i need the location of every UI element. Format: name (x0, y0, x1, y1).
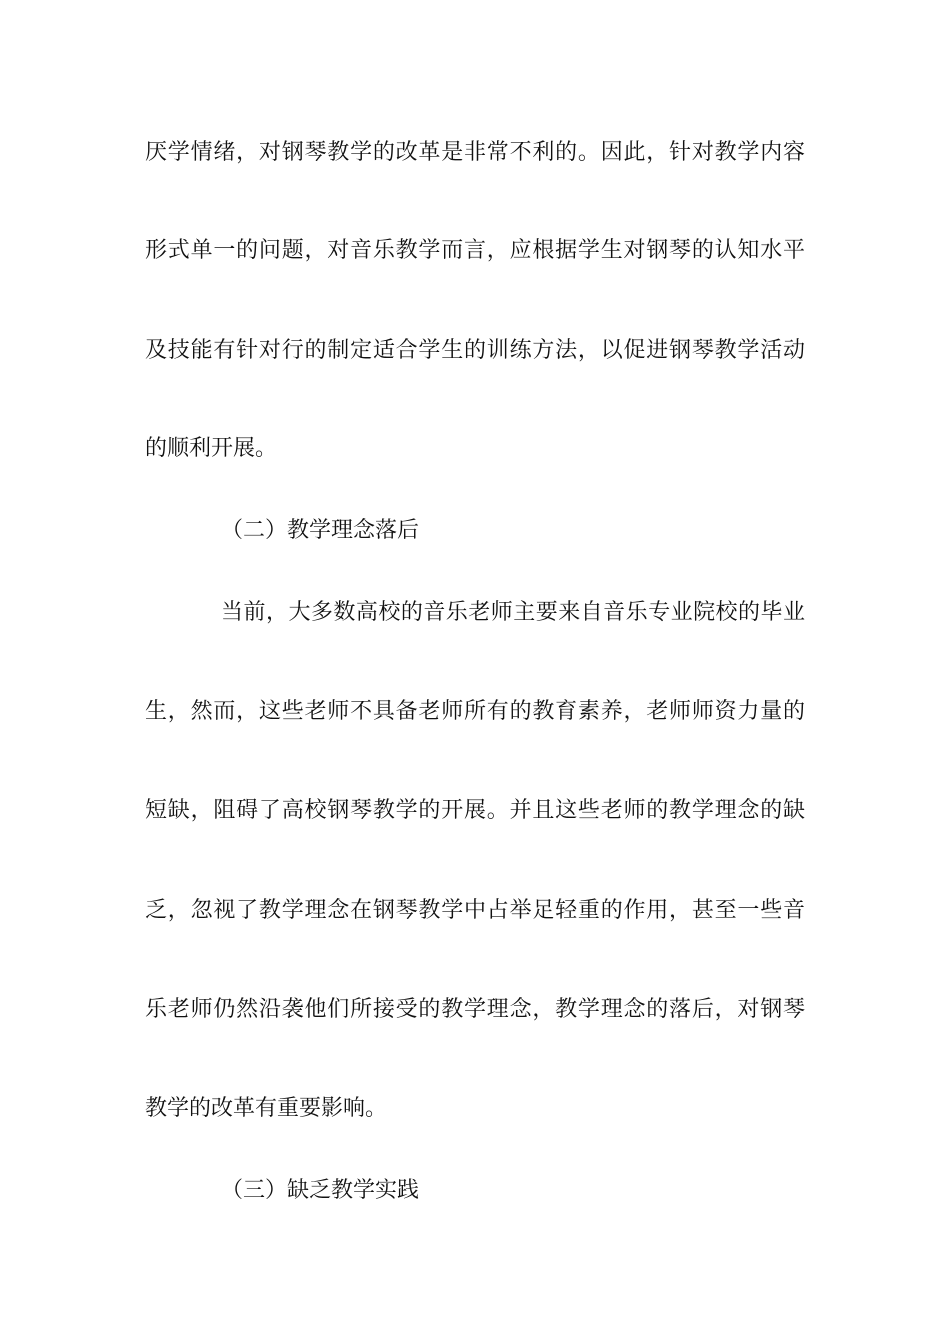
paragraph-line: 厌学情绪，对钢琴教学的改革是非常不利的。因此，针对教学内容 (145, 140, 805, 165)
paragraph-line: 形式单一的问题，对音乐教学而言，应根据学生对钢琴的认知水平 (145, 238, 805, 263)
section-heading: （二）教学理念落后 (221, 518, 420, 543)
paragraph-line: 生，然而，这些老师不具备老师所有的教育素养，老师师资力量的 (145, 699, 805, 724)
paragraph-line-last: 教学的改革有重要影响。 (145, 1096, 388, 1121)
paragraph-line-last: 的顺利开展。 (145, 436, 278, 461)
paragraph-line: 乏，忽视了教学理念在钢琴教学中占举足轻重的作用，甚至一些音 (145, 898, 805, 923)
section-heading: （三）缺乏教学实践 (221, 1178, 420, 1203)
paragraph-line: 及技能有针对行的制定适合学生的训练方法，以促进钢琴教学活动 (145, 338, 805, 363)
paragraph-line-first: 当前，大多数高校的音乐老师主要来自音乐专业院校的毕业 (221, 600, 805, 625)
paragraph-line: 乐老师仍然沿袭他们所接受的教学理念，教学理念的落后，对钢琴 (145, 997, 805, 1022)
paragraph-line: 短缺，阻碍了高校钢琴教学的开展。并且这些老师的教学理念的缺 (145, 798, 805, 823)
